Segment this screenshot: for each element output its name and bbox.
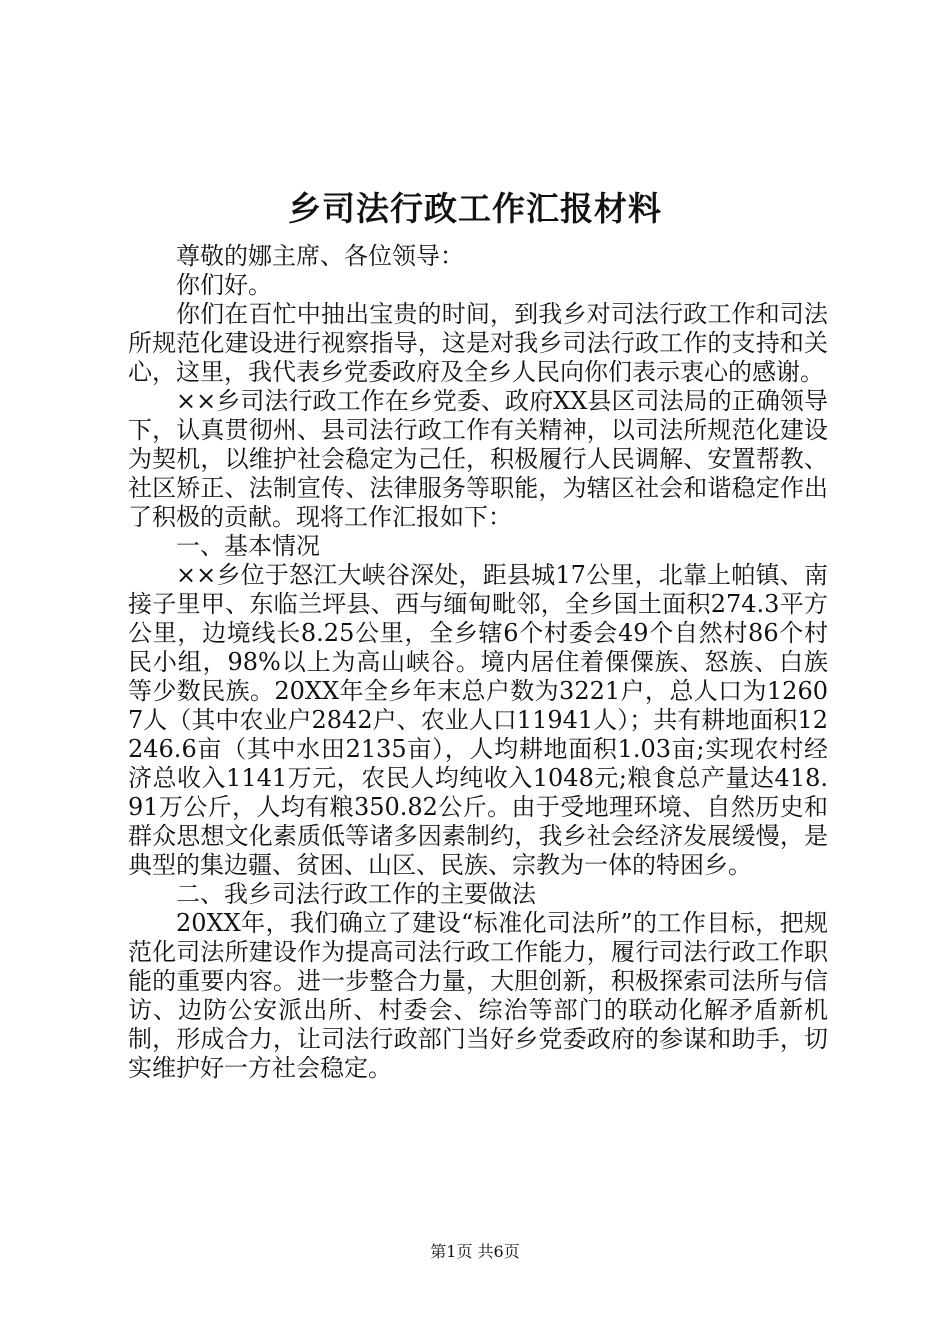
paragraph-overview: ××乡司法行政工作在乡党委、政府XX县区司法局的正确领导下，认真贯彻州、县司法行政工作有关精神，以司法所规范化建设为契机，以维护社会稳定为己任，积极履行人民调解、安置帮教、社区矫正、法制宣传、法律服务等职能，为辖区社会和谐稳定作出了积极的贡献。现将工作汇报如下： <box>128 387 828 531</box>
paragraph-main-practices: 20XX年，我们确立了建设“标准化司法所”的工作目标，把规范化司法所建设作为提高司法行政工作能力，履行司法行政工作职能的重要内容。进一步整合力量，大胆创新，积极探索司法所与信访、边防公安派出所、村委会、综治等部门的联动化解矛盾新机制，形成合力，让司法行政部门当好乡党委政府的参谋和助手，切实维护好一方社会稳定。 <box>128 909 828 1082</box>
section-heading-main-practices: 二、我乡司法行政工作的主要做法 <box>176 880 536 908</box>
paragraph-thanks: 你们在百忙中抽出宝贵的时间，到我乡对司法行政工作和司法所规范化建设进行视察指导，这是对我乡司法行政工作的支持和关心，这里，我代表乡党委政府及全乡人民向你们表示衷心的感谢。 <box>128 300 828 386</box>
greeting: 你们好。 <box>176 271 272 299</box>
paragraph-basic-info: ××乡位于怒江大峡谷深处，距县城17公里，北靠上帕镇、南接子里甲、东临兰坪县、西与缅甸毗邻，全乡国土面积274.3平方公里，边境线长8.25公里，全乡辖6个村委会49个自然村86个村民小组，98%以上为高山峡谷。境内居住着傈僳族、怒族、白族等少数民族。20XX年全乡年末总户数为3221户，总人口为12607人（其中农业户2842户、农业人口11941人）；共有耕地面积12246.6亩（其中水田2135亩），人均耕地面积1.03亩;实现农村经济总收入1141万元，农民人均纯收入1048元;粮食总产量达418.91万公斤，人均有粮350.82公斤。由于受地理环境、自然历史和群众思想文化素质低等诸多因素制约，我乡社会经济发展缓慢，是典型的集边疆、贫困、山区、民族、宗教为一体的特困乡。 <box>128 561 828 879</box>
document-body <box>128 242 828 1083</box>
page-footer: 第1页 共6页 <box>430 1242 520 1261</box>
section-heading-basic-info: 一、基本情况 <box>176 532 320 560</box>
salutation: 尊敬的娜主席、各位领导： <box>176 242 464 270</box>
document-title: 乡司法行政工作汇报材料 <box>288 189 662 228</box>
